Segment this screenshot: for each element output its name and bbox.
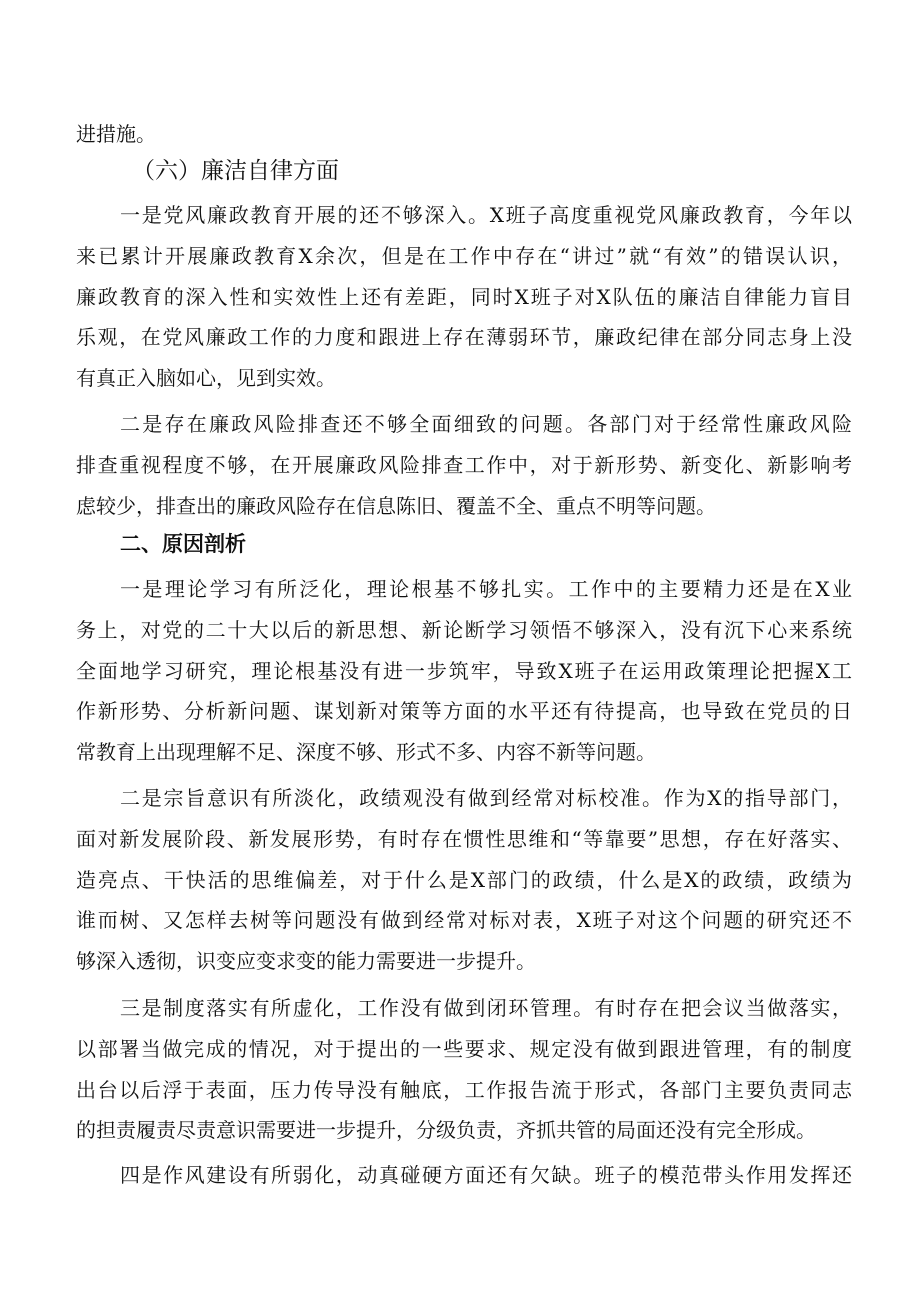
paragraph-system-implementation bbox=[76, 988, 852, 1151]
text-line: 四是作风建设有所弱化，动真碰硬方面还有欠缺。班子的模范带头作用发挥还 bbox=[120, 1163, 852, 1187]
text-line: 有真正入脑如心，见到实效。 bbox=[76, 366, 336, 391]
text-line: 全面地学习研究，理论根基没有进一步筑牢，导致X班子在运用政策理论把握X工 bbox=[76, 658, 852, 683]
text-line: 的担责履责尽责意识需要进一步提升，分级负责，齐抓共管的局面还没有完全形成。 bbox=[76, 1118, 816, 1143]
paragraph-purpose-awareness bbox=[76, 778, 852, 982]
text-line: 三是制度落实有所虚化，工作没有做到闭环管理。有时存在把会议当做落实， bbox=[120, 996, 852, 1020]
text-line: 谁而树、又怎样去树等问题没有做到经常对标对表，X班子对这个问题的研究还不 bbox=[76, 908, 852, 933]
text-line: 二是宗旨意识有所淡化，政绩观没有做到经常对标校准。作为X的指导部门， bbox=[120, 786, 852, 810]
section6-heading: （六）廉洁自律方面 bbox=[132, 158, 339, 184]
text-line: 虑较少，排查出的廉政风险存在信息陈旧、覆盖不全、重点不明等问题。 bbox=[76, 493, 716, 518]
paragraph-risk-screening bbox=[76, 404, 852, 526]
text-line: 面对新发展阶段、新发展形势，有时存在惯性思维和“等靠要”思想，存在好落实、 bbox=[76, 826, 852, 851]
text-line: 二是存在廉政风险排查还不够全面细致的问题。各部门对于经常性廉政风险 bbox=[120, 412, 852, 436]
text-line: 一是理论学习有所泛化，理论根基不够扎实。工作中的主要精力还是在X业 bbox=[120, 577, 852, 601]
paragraph-integrity-education bbox=[76, 195, 852, 399]
text-line: 常教育上出现理解不足、深度不够、形式不多、内容不新等问题。 bbox=[76, 740, 656, 765]
intro-tail-paragraph bbox=[76, 114, 852, 155]
paragraph-work-style bbox=[76, 1155, 852, 1196]
paragraph-theory-study bbox=[76, 569, 852, 773]
text-line: 务上，对党的二十大以后的新思想、新论断学习领悟不够深入，没有沉下心来系统 bbox=[76, 617, 852, 642]
section2-heading: 二、原因剖析 bbox=[120, 532, 246, 556]
text-line: 进措施。 bbox=[76, 122, 156, 146]
text-line: 以部署当做完成的情况，对于提出的一些要求、规定没有做到跟进管理，有的制度 bbox=[76, 1036, 852, 1061]
text-line: 出台以后浮于表面，压力传导没有触底，工作报告流于形式，各部门主要负责同志 bbox=[76, 1077, 852, 1102]
text-line: 排查重视程度不够，在开展廉政风险排查工作中，对于新形势、新变化、新影响考 bbox=[76, 452, 852, 477]
text-line: 造亮点、干快活的思维偏差，对于什么是X部门的政绩，什么是X的政绩，政绩为 bbox=[76, 867, 852, 892]
text-line: 够深入透彻，识变应变求变的能力需要进一步提升。 bbox=[76, 949, 536, 974]
text-line: 乐观，在党风廉政工作的力度和跟进上存在薄弱环节，廉政纪律在部分同志身上没 bbox=[76, 325, 852, 350]
text-line: 作新形势、分析新问题、谋划新对策等方面的水平还有待提高，也导致在党员的日 bbox=[76, 699, 852, 724]
text-line: 来已累计开展廉政教育X余次，但是在工作中存在“讲过”就“有效”的错误认识， bbox=[76, 243, 852, 268]
text-line: 一是党风廉政教育开展的还不够深入。X班子高度重视党风廉政教育，今年以 bbox=[120, 203, 852, 227]
text-line: 廉政教育的深入性和实效性上还有差距，同时X班子对X队伍的廉洁自律能力盲目 bbox=[76, 284, 852, 309]
